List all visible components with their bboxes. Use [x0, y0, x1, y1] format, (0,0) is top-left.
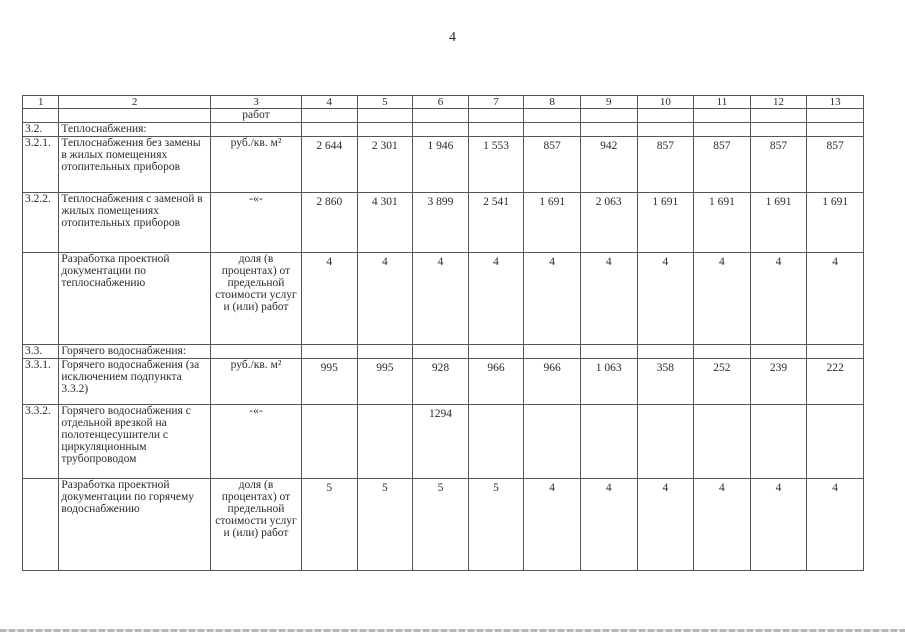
section-row	[23, 123, 864, 137]
value-cell: 4	[301, 253, 357, 345]
value-cell: 4	[413, 253, 469, 345]
unit-cell: работ	[210, 109, 301, 123]
header-cell: 7	[468, 96, 524, 109]
table-row	[23, 479, 864, 571]
row-code: 3.2.2.	[23, 193, 59, 253]
value-cell	[580, 405, 637, 479]
value-cell	[468, 405, 524, 479]
value-cell: 4	[524, 253, 581, 345]
section-title: Теплоснабжения:	[59, 123, 211, 137]
table-row	[23, 137, 864, 193]
row-code: 3.3.	[23, 345, 59, 359]
header-cell: 2	[59, 96, 211, 109]
value-cell: 358	[637, 359, 694, 405]
header-cell: 4	[301, 96, 357, 109]
value-cell: 1 691	[807, 193, 864, 253]
value-cell	[750, 405, 807, 479]
value-cell: 2 301	[357, 137, 413, 193]
header-row	[23, 96, 864, 109]
value-cell: 857	[524, 137, 581, 193]
section-row	[23, 345, 864, 359]
value-cell: 2 063	[580, 193, 637, 253]
scan-edge-divider	[0, 629, 905, 632]
value-cell: 4	[580, 253, 637, 345]
header-cell: 10	[637, 96, 694, 109]
row-code: 3.3.2.	[23, 405, 59, 479]
row-name: Теплоснабжения без замены в жилых помещениях отопительных приборов	[59, 137, 211, 193]
row-name: Теплоснабжения с заменой в жилых помещениях отопительных приборов	[59, 193, 211, 253]
value-cell	[524, 405, 581, 479]
value-cell: 239	[750, 359, 807, 405]
unit-cell: доля (в процентах) от предельной стоимости услуг и (или) работ	[210, 253, 301, 345]
table-row	[23, 359, 864, 405]
table-row	[23, 405, 864, 479]
row-name: Разработка проектной документации по горячему водоснабжению	[59, 479, 211, 571]
value-cell: 2 644	[301, 137, 357, 193]
value-cell: 222	[807, 359, 864, 405]
value-cell: 4	[637, 479, 694, 571]
value-cell: 5	[468, 479, 524, 571]
value-cell: 4	[468, 253, 524, 345]
value-cell	[694, 405, 751, 479]
unit-cell: руб./кв. м²	[210, 359, 301, 405]
value-cell: 4	[807, 479, 864, 571]
value-cell: 1 063	[580, 359, 637, 405]
row-name: Разработка проектной документации по теплоснабжению	[59, 253, 211, 345]
value-cell: 3 899	[413, 193, 469, 253]
value-cell: 4 301	[357, 193, 413, 253]
tariff-table	[22, 95, 864, 571]
row-code: 3.2.1.	[23, 137, 59, 193]
unit-cell: -«-	[210, 193, 301, 253]
header-cell: 9	[580, 96, 637, 109]
value-cell: 1 691	[694, 193, 751, 253]
value-cell: 4	[357, 253, 413, 345]
value-cell	[637, 405, 694, 479]
value-cell: 4	[750, 253, 807, 345]
value-cell: 5	[301, 479, 357, 571]
value-cell: 1 946	[413, 137, 469, 193]
value-cell: 966	[524, 359, 581, 405]
header-cell: 6	[413, 96, 469, 109]
value-cell: 857	[694, 137, 751, 193]
table-row	[23, 253, 864, 345]
header-cell: 3	[210, 96, 301, 109]
value-cell: 4	[694, 253, 751, 345]
value-cell	[807, 405, 864, 479]
value-cell: 4	[524, 479, 581, 571]
value-cell: 942	[580, 137, 637, 193]
value-cell: 966	[468, 359, 524, 405]
value-cell: 5	[413, 479, 469, 571]
unit-cell: -«-	[210, 405, 301, 479]
header-cell: 13	[807, 96, 864, 109]
unit-cell: доля (в процентах) от предельной стоимости услуг и (или) работ	[210, 479, 301, 571]
value-cell: 4	[580, 479, 637, 571]
value-cell: 252	[694, 359, 751, 405]
section-title: Горячего водоснабжения:	[59, 345, 211, 359]
value-cell: 928	[413, 359, 469, 405]
row-name: Горячего водоснабжения с отдельной врезкой на полотенцесушители с циркуляционным трубопроводом	[59, 405, 211, 479]
value-cell: 857	[750, 137, 807, 193]
continuation-row	[23, 109, 864, 123]
header-cell: 5	[357, 96, 413, 109]
header-cell: 12	[750, 96, 807, 109]
value-cell: 857	[807, 137, 864, 193]
value-cell: 4	[637, 253, 694, 345]
row-name: Горячего водоснабжения (за исключением подпункта 3.3.2)	[59, 359, 211, 405]
value-cell: 1 553	[468, 137, 524, 193]
value-cell: 1 691	[524, 193, 581, 253]
value-cell: 857	[637, 137, 694, 193]
value-cell: 5	[357, 479, 413, 571]
header-cell: 1	[23, 96, 59, 109]
value-cell: 4	[750, 479, 807, 571]
header-cell: 8	[524, 96, 581, 109]
page-number: 4	[449, 30, 456, 45]
value-cell: 995	[357, 359, 413, 405]
row-code: 3.2.	[23, 123, 59, 137]
value-cell: 2 860	[301, 193, 357, 253]
header-cell: 11	[694, 96, 751, 109]
row-code: 3.3.1.	[23, 359, 59, 405]
value-cell: 1294	[413, 405, 469, 479]
value-cell	[301, 405, 357, 479]
value-cell: 1 691	[637, 193, 694, 253]
unit-cell: руб./кв. м²	[210, 137, 301, 193]
value-cell: 1 691	[750, 193, 807, 253]
value-cell	[357, 405, 413, 479]
value-cell: 4	[694, 479, 751, 571]
value-cell: 4	[807, 253, 864, 345]
value-cell: 995	[301, 359, 357, 405]
value-cell: 2 541	[468, 193, 524, 253]
table-row	[23, 193, 864, 253]
